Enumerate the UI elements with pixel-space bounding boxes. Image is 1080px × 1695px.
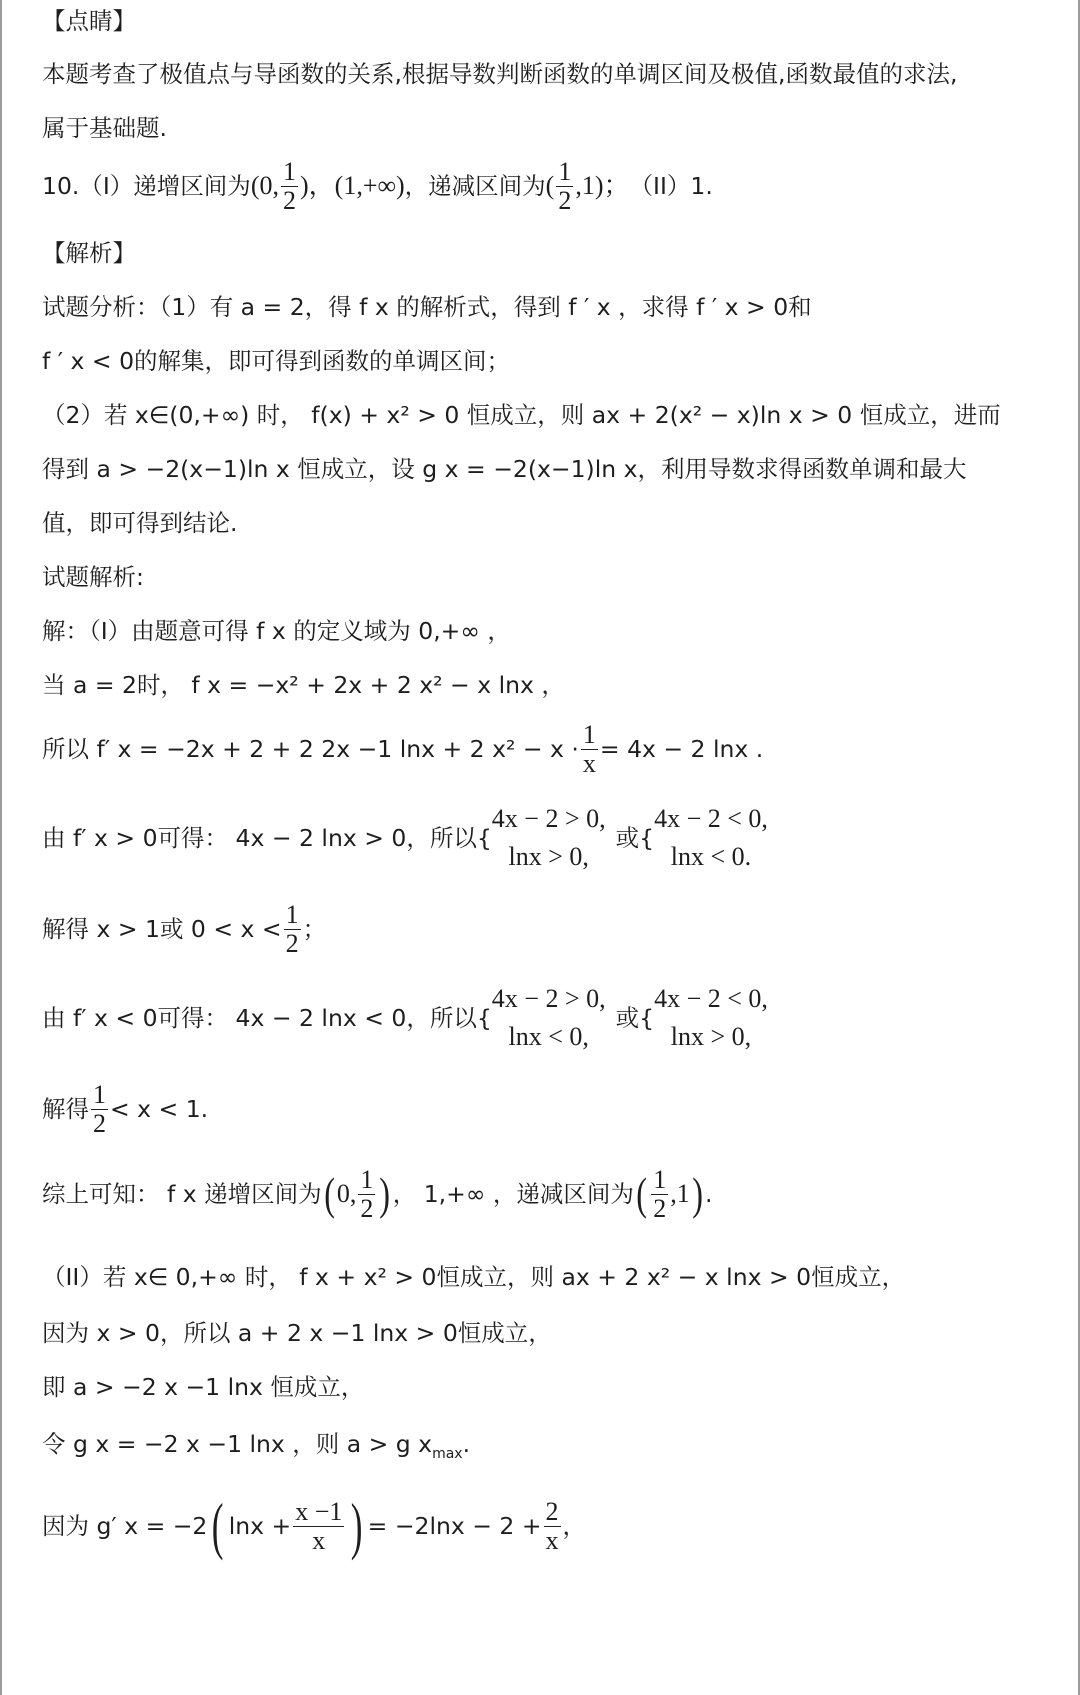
solution-heading: 试题解析: (42, 563, 144, 591)
analysis-line1: 试题分析：（1）有 a = 2，得 f x 的解析式，得到 f ′ x ，求得 f ′ x > 0和 (42, 293, 812, 321)
analysis-line5: 值，即可得到结论. (42, 509, 238, 537)
fraction-half: $\frac{1}{2}$ (285, 899, 299, 958)
solution-line13: 因为 g′ x = −2 ( lnx + $\frac{x -1}{x}$ ) = −2lnx − 2 + $\frac{2}{x}$ ， (42, 1490, 587, 1561)
fraction-half: $\frac{1}{2}$ (558, 156, 572, 215)
solution-line5: 解得 x > 1或 0 < x < $\frac{1}{2}$ ； (42, 899, 327, 958)
solution-line4: 由 f′ x > 0可得： 4x − 2 lnx > 0，所以{ 4x − 2 > 0, lnx > 0, 或{ 4x − 2 < 0, lnx < 0. (42, 800, 1054, 876)
fraction-half: $\frac{1}{2}$ (653, 1164, 667, 1223)
solution-line6: 由 f′ x < 0可得： 4x − 2 lnx < 0，所以{ 4x − 2 > 0, lnx < 0, 或{ 4x − 2 < 0, lnx > 0, (42, 980, 1054, 1056)
inequality-system: 4x − 2 < 0, lnx > 0, (654, 984, 768, 1051)
dianjing-paragraph-line1: 本题考查了极值点与导函数的关系,根据导数判断函数的单调区间及极值,函数最值的求法, (42, 60, 958, 88)
dianjing-paragraph-line2: 属于基础题. (42, 114, 167, 142)
fraction-half: $\frac{1}{2}$ (93, 1079, 106, 1138)
solution-line3: 所以 f′ x = −2x + 2 + 2 2x −1 lnx + 2 x² − x · $\frac{1}{x}$ = 4x − 2 lnx . (42, 719, 764, 778)
dianjing-heading: 【点睛】 (42, 7, 136, 35)
solution-line2: 当 a = 2时， f x = −x² + 2x + 2 x² − x lnx ， (42, 671, 565, 699)
solution-line7: 解得 $\frac{1}{2}$ < x < 1. (42, 1079, 209, 1138)
inequality-system: 4x − 2 > 0, lnx > 0, (491, 804, 606, 871)
solution-line10: 因为 x > 0，所以 a + 2 x −1 lnx > 0恒成立， (42, 1319, 552, 1347)
solution-line9: （II）若 x∈ 0,+∞ 时， f x + x² > 0恒成立，则 ax + 2 x² − x lnx > 0恒成立， (42, 1263, 906, 1291)
analysis-line3: （2）若 x∈(0,+∞) 时， f(x) + x² > 0 恒成立，则 ax + 2(x² − x)ln x > 0 恒成立，进而 (42, 401, 1001, 429)
inequality-system: 4x − 2 > 0, lnx < 0, (491, 984, 606, 1051)
answer-10: 10.（I）递增区间为 (0, $\frac{1}{2}$ )， (1,+∞) ，递减区间为 ( $\frac{1}{2}$ ,1)； （II）1. (42, 156, 713, 215)
fraction-one-over-x: $\frac{1}{x}$ (582, 719, 596, 778)
fraction-two-over-x: $\frac{2}{x}$ (545, 1496, 559, 1555)
fraction-half: $\frac{1}{2}$ (282, 156, 296, 215)
fraction-x-minus-1-over-x: $\frac{x -1}{x}$ (295, 1496, 343, 1555)
solution-line12: 令 g x = −2 x −1 lnx ，则 a > g x max . (42, 1430, 471, 1462)
solution-line11: 即 a > −2 x −1 lnx 恒成立， (42, 1373, 365, 1401)
solution-line1: 解：（I）由题意可得 f x 的定义域为 0,+∞ ， (42, 617, 511, 645)
fraction-half: $\frac{1}{2}$ (360, 1164, 374, 1223)
analysis-line2: f ′ x < 0的解集，即可得到函数的单调区间； (42, 347, 511, 375)
analysis-line4: 得到 a > −2(x−1)ln x 恒成立，设 g x = −2(x−1)ln x，利用导数求得函数单调和最大 (42, 455, 967, 483)
solution-line8: 综上可知： f x 递增区间为 ( 0, $\frac{1}{2}$ ) ， 1,+∞ ，递减区间为 ( $\frac{1}{2}$ ,1 ) . (42, 1164, 713, 1223)
inequality-system: 4x − 2 < 0, lnx < 0. (654, 804, 768, 871)
jiexi-heading: 【解析】 (42, 239, 136, 267)
